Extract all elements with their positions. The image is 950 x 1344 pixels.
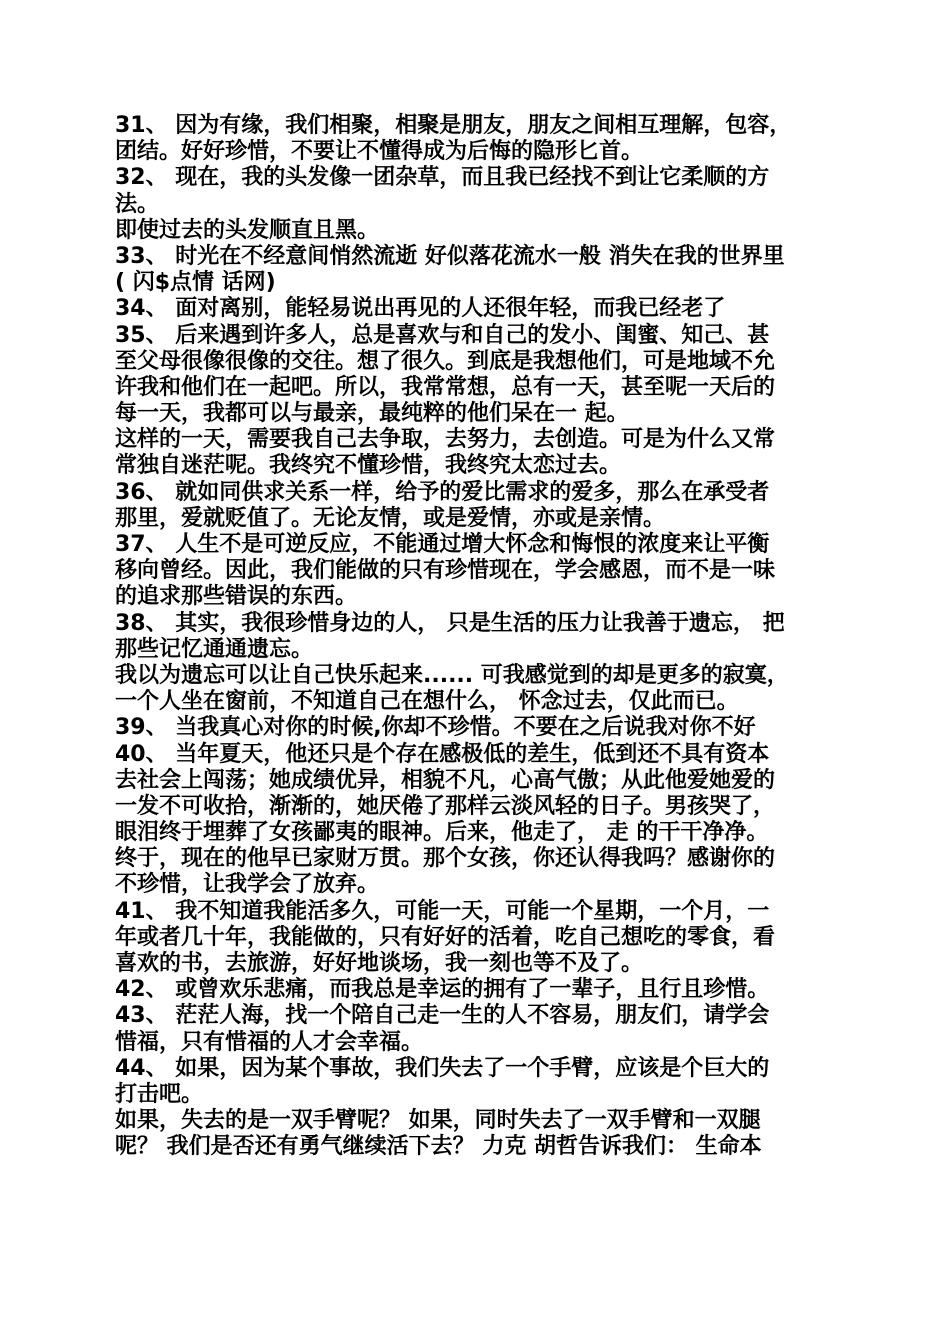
text-line: 惜福，只有惜福的人才会幸福。 — [115, 1029, 424, 1055]
text-line: 33、 时光在不经意间悄然流逝 好似落花流水一般 消失在我的世界里 — [115, 243, 785, 269]
text-line: 呢？ 我们是否还有勇气继续活下去？ 力克 胡哲告诉我们： 生命本 — [115, 1134, 762, 1160]
text-line: 不珍惜，让我学会了放弃。 — [115, 872, 380, 898]
text-line: 如果，失去的是一双手臂呢？ 如果，同时失去了一双手臂和一双腿 — [115, 1108, 761, 1134]
text-line: 这样的一天，需要我自己去争取，去努力，去创造。可是为什么又常 — [115, 427, 776, 453]
text-line: 39、 当我真心对你的时候,你却不珍惜。不要在之后说我对你不好 — [115, 715, 756, 741]
text-line: 每一天，我都可以与最亲，最纯粹的他们呆在一 起。 — [115, 401, 629, 427]
text-line: 43、 茫茫人海，找一个陪自己走一生的人不容易，朋友们，请学会 — [115, 1003, 770, 1029]
text-line: 终于，现在的他早已家财万贯。那个女孩，你还认得我吗？感谢你的 — [115, 846, 776, 872]
text-line: 41、 我不知道我能活多久，可能一天，可能一个星期，一个月，一 — [115, 898, 770, 924]
text-line: 眼泪终于埋葬了女孩鄙夷的眼神。后来，他走了， 走 的干干净净。 — [115, 820, 769, 846]
text-line: 打击吧。 — [115, 1081, 204, 1107]
text-line: 37、 人生不是可逆反应，不能通过增大怀念和悔恨的浓度来让平衡 — [115, 532, 770, 557]
text-line: 的追求那些错误的东西。 — [115, 584, 358, 610]
text-line: 常独自迷茫呢。我终究不懂珍惜，我终究太恋过去。 — [115, 453, 622, 479]
text-line: 那些记忆通通遗忘。 — [115, 636, 314, 662]
text-line: 35、 后来遇到许多人，总是喜欢与和自己的发小、闺蜜、知己、甚 — [115, 322, 770, 348]
text-line: 至父母很像很像的交往。想了很久。到底是我想他们，可是地域不允 — [115, 348, 776, 374]
text-line: 44、 如果，因为某个事故，我们失去了一个手臂，应该是个巨大的 — [115, 1055, 770, 1081]
text-line: 36、 就如同供求关系一样，给予的爱比需求的爱多，那么在承受者 — [115, 479, 770, 505]
text-line: 42、 或曾欢乐悲痛，而我总是幸运的拥有了一辈子，且行且珍惜。 — [115, 977, 770, 1003]
text-line: 法。 — [115, 191, 160, 217]
text-line: 我以为遗忘可以让自己快乐起来...... 可我感觉到的却是更多的寂寞， — [115, 662, 789, 688]
text-line: 40、 当年夏天，他还只是个存在感极低的差生，低到还不具有资本 — [115, 741, 770, 767]
text-line: 一发不可收拾，渐渐的，她厌倦了那样云淡风轻的日子。男孩哭了， — [115, 793, 776, 819]
text-line: 那里，爱就贬值了。无论友情，或是爱情，亦或是亲情。 — [115, 505, 666, 531]
text-line: 即使过去的头发顺直且黑。 — [115, 217, 380, 243]
text-line: 团结。好好珍惜，不要让不懂得成为后悔的隐形匕首。 — [115, 139, 644, 165]
text-line: 一个人坐在窗前，不知道自己在想什么， 怀念过去，仅此而已。 — [115, 689, 739, 715]
text-line: 去社会上闯荡；她成绩优异，相貌不凡，心高气傲；从此他爱她爱的 — [115, 767, 776, 793]
text-line: 34、 面对离别，能轻易说出再见的人还很年轻，而我已经老了 — [115, 296, 726, 322]
text-line: 移向曾经。因此，我们能做的只有珍惜现在，学会感恩，而不是一味 — [115, 558, 776, 584]
text-line: 31、 因为有缘，我们相聚，相聚是朋友，朋友之间相互理解，包容， — [115, 113, 792, 138]
text-line: 喜欢的书，去旅游，好好地谈场，我一刻也等不及了。 — [115, 951, 644, 976]
text-line: ( 闪$点情 话网) — [115, 270, 276, 296]
text-line: 38、 其实，我很珍惜身边的人， 只是生活的压力让我善于遗忘， 把 — [115, 610, 785, 636]
text-line: 许我和他们在一起吧。所以，我常常想，总有一天，甚至呢一天后的 — [115, 374, 776, 400]
text-line: 年或者几十年，我能做的，只有好好的活着，吃自己想吃的零食，看 — [115, 924, 776, 950]
document-body — [115, 113, 845, 1161]
text-line: 32、 现在，我的头发像一团杂草，而且我已经找不到让它柔顺的方 — [115, 165, 770, 191]
